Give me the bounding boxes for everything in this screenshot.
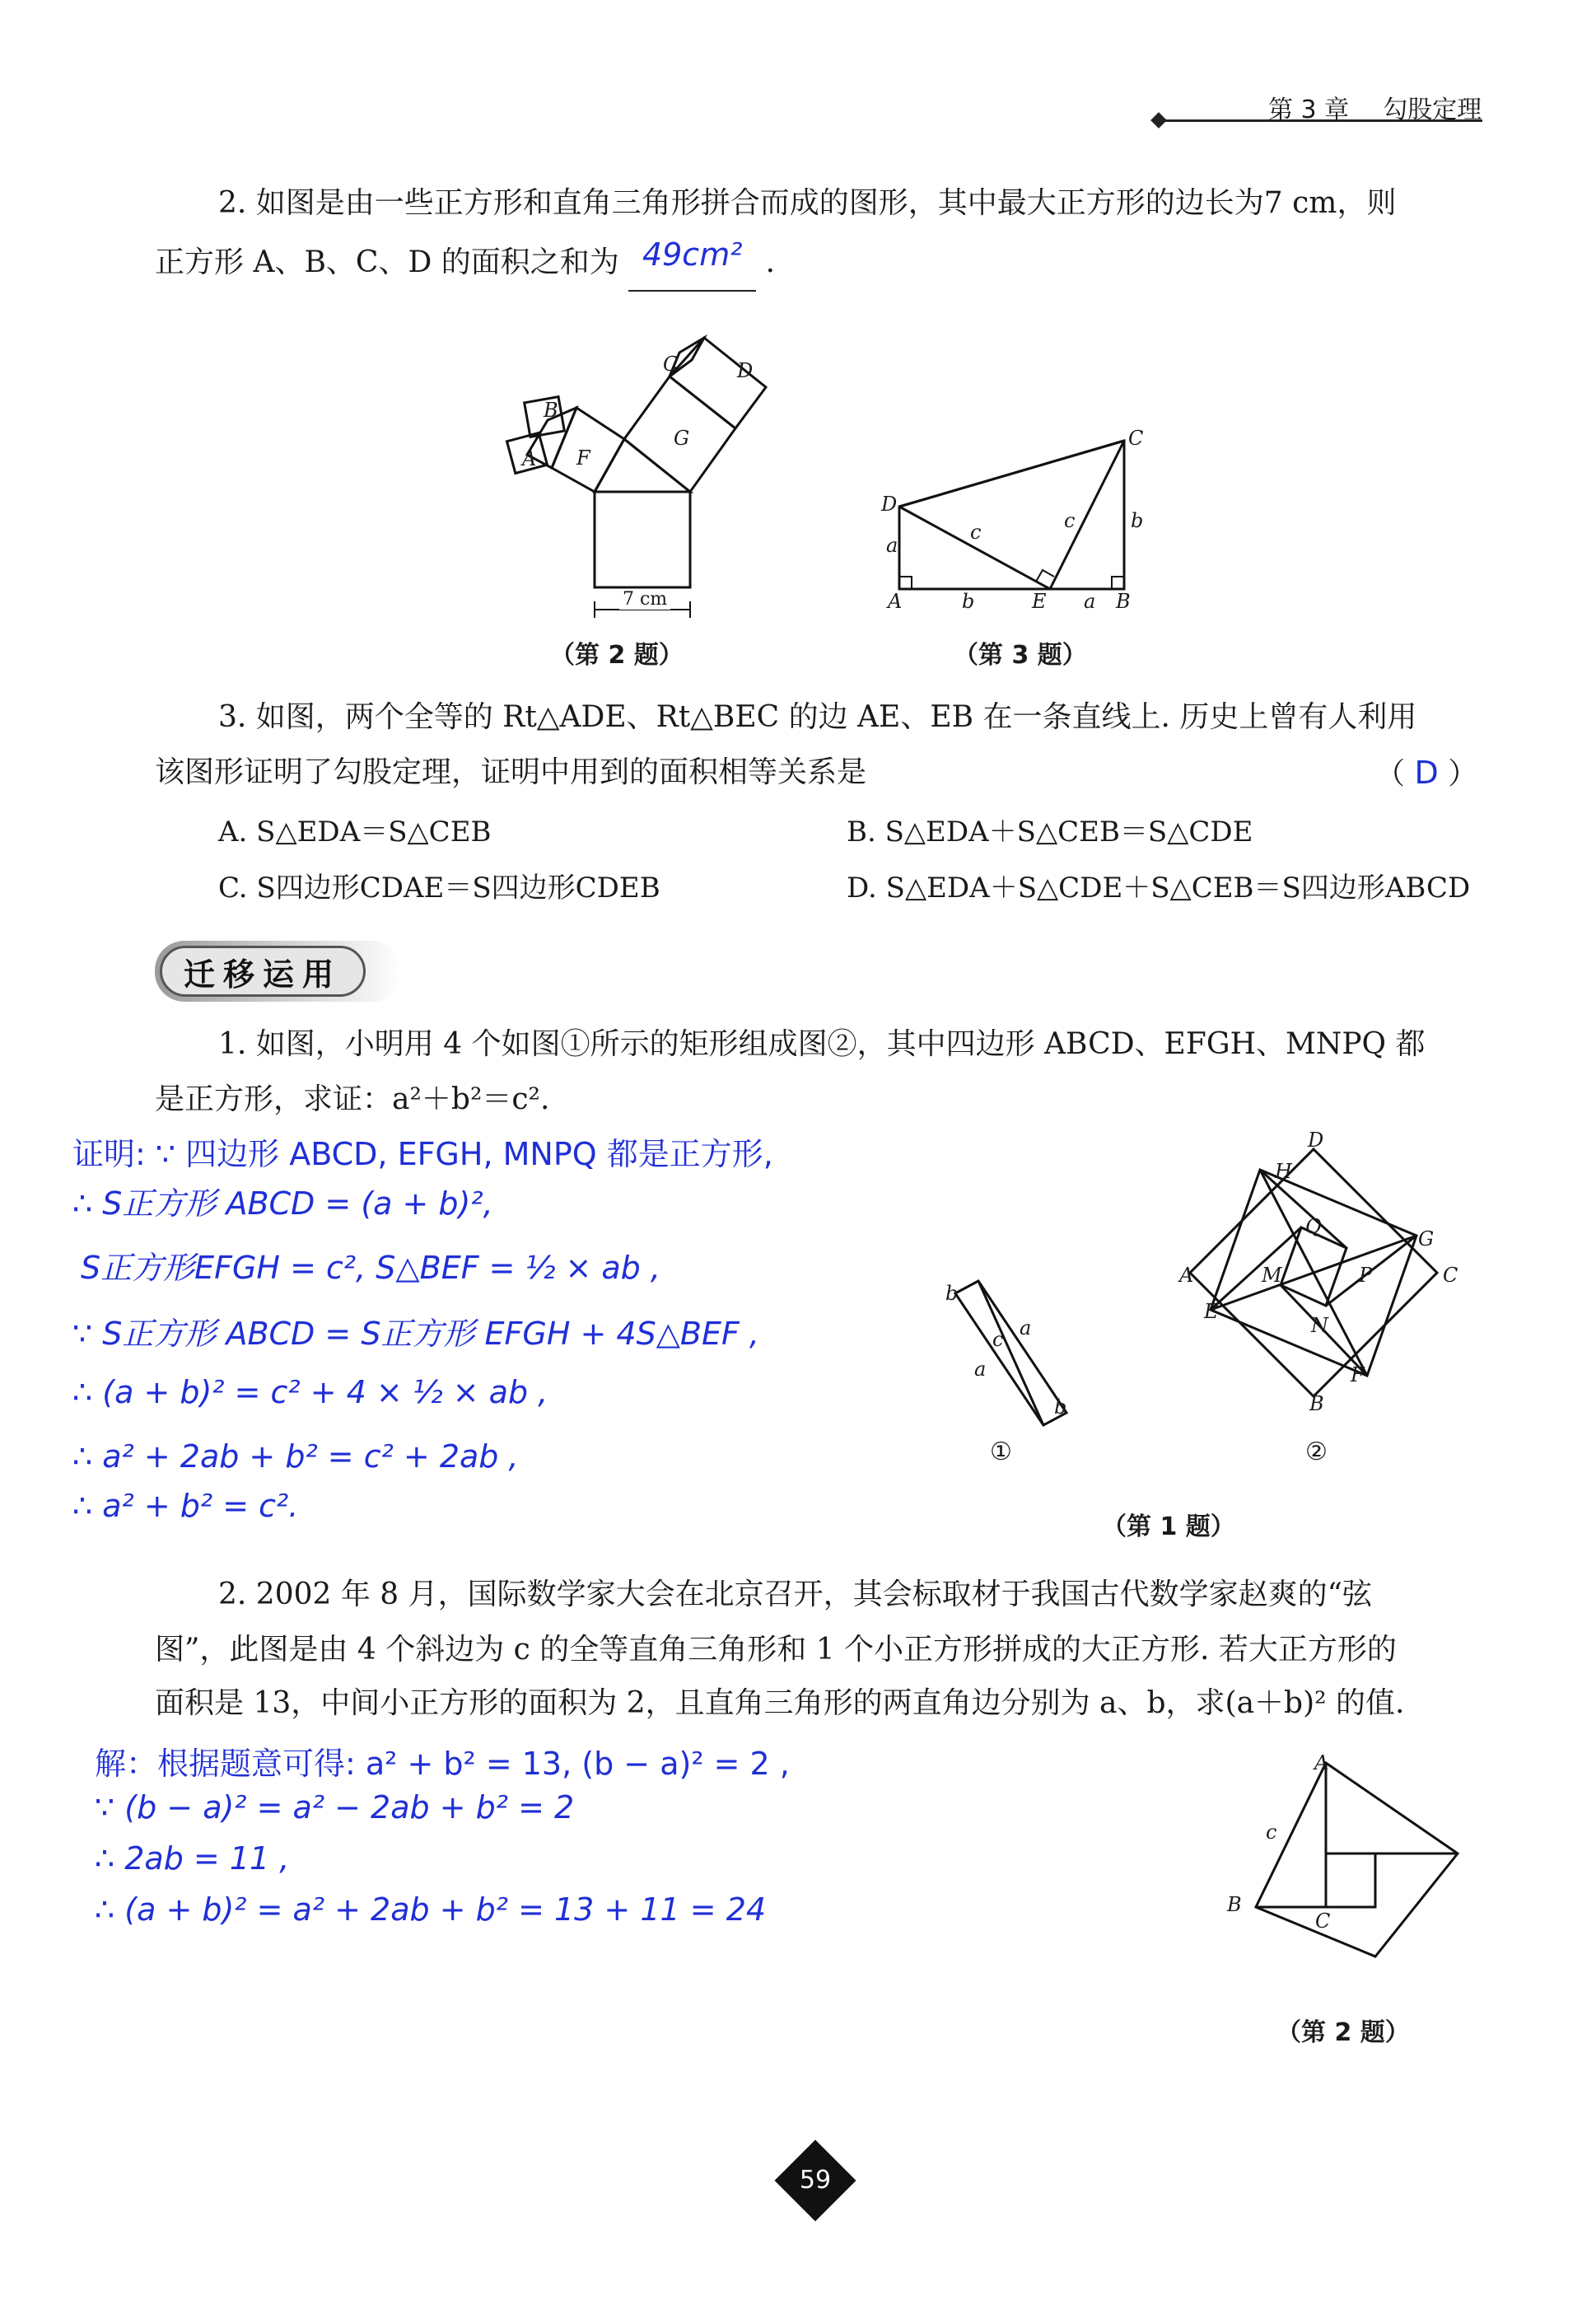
fig2-label-B: B — [1309, 1392, 1324, 1415]
fig2-label-Q: Q — [1305, 1215, 1322, 1238]
t2-fig-label-A: A — [1314, 1751, 1329, 1774]
q3-option-A: A. S△EDA＝S△CEB — [218, 816, 492, 848]
t2-solution-line4: ∴ (a + b)² = a² + 2ab + b² = 13 + 11 = 24 — [95, 1891, 767, 1928]
q3-answer-bracket — [1375, 746, 1477, 802]
fig2-label-M: M — [1262, 1264, 1282, 1287]
section-title: 迁移运用 — [160, 946, 366, 997]
t2-line1: 2. 2002 年 8 月，国际数学家大会在北京召开，其会标取材于我国古代数学家赵爽的“弦 — [218, 1578, 1373, 1611]
t1-proof-line5: ∴ (a + b)² = c² + 4 × ½ × ab , — [72, 1374, 548, 1410]
q3-bracket-right: ） — [1448, 757, 1478, 791]
q3-answer: D — [1414, 755, 1439, 791]
figure-q3-trapezoid — [889, 428, 1145, 601]
figure-t1-squares — [1178, 1137, 1449, 1409]
big-square — [1256, 1763, 1458, 1956]
fig2-number: ② — [1305, 1437, 1328, 1466]
chapter-number: 第 3 章 — [1268, 96, 1350, 124]
t1-caption: （第 1 题） — [1102, 1512, 1235, 1541]
t1-proof-line3: S正方形EFGH = c², S△BEF = ½ × ab , — [81, 1250, 660, 1286]
fig2-label-C: C — [1443, 1264, 1458, 1287]
q2-answer-blank — [628, 234, 756, 292]
t2-fig-label-B: B — [1227, 1893, 1242, 1916]
fig-q3-label-C: C — [1128, 427, 1144, 450]
t2-solution-line1: 解：根据题意可得: a² + b² = 13, (b − a)² = 2 , — [95, 1746, 790, 1782]
segment-DC — [899, 441, 1124, 507]
fig1-label-c: c — [992, 1328, 1004, 1351]
t1-line1: 1. 如图，小明用 4 个如图①所示的矩形组成图②，其中四边形 ABCD、EFGH、MNPQ 都 — [218, 1027, 1426, 1061]
fig-q3-label-a-left: a — [886, 534, 898, 557]
fig-q3-label-b-bottom: b — [962, 590, 975, 613]
fig2-label-H: H — [1275, 1160, 1292, 1183]
rectangle-diagonal — [978, 1281, 1043, 1425]
t2-line2: 图”，此图是由 4 个斜边为 c 的全等直角三角形和 1 个小正方形拼成的大正方形. 若大正方形的 — [155, 1633, 1397, 1667]
figure-q2-squares — [494, 330, 824, 626]
q2-line1: 2. 如图是由一些正方形和直角三角形拼合而成的图形，其中最大正方形的边长为7 cm，则 — [218, 186, 1397, 220]
fig1-label-a-left: a — [974, 1358, 987, 1381]
fig-q2-label-F: F — [576, 446, 590, 470]
fig-q3-label-B: B — [1116, 590, 1131, 613]
fig1-number: ① — [990, 1437, 1012, 1466]
t1-proof-line6: ∴ a² + 2ab + b² = c² + 2ab , — [72, 1438, 519, 1475]
t1-line2: 是正方形，求证：a²＋b²＝c². — [155, 1082, 550, 1116]
fig-q3-label-c-DE: c — [970, 521, 982, 544]
fig-q3-label-D: D — [881, 493, 898, 516]
fig-q3-label-A: A — [888, 590, 903, 613]
q3-option-B: B. S△EDA＋S△CEB＝S△CDE — [847, 816, 1253, 848]
segment-EC — [1050, 441, 1124, 589]
t1-proof-line2: ∴ S正方形 ABCD = (a + b)², — [72, 1185, 493, 1222]
fig1-label-b-bottom: b — [1054, 1395, 1067, 1419]
q2-line2-text: 正方形 A、B、C、D 的面积之和为 — [155, 245, 619, 279]
fig2-label-N: N — [1311, 1314, 1328, 1337]
fig-q2-label-D: D — [737, 359, 754, 382]
page-number: 59 — [799, 2166, 832, 2195]
q3-option-D: D. S△EDA＋S△CDE＋S△CEB＝S四边形ABCD — [847, 872, 1471, 905]
q2-answer: 49cm² — [642, 236, 743, 273]
small-square — [1326, 1854, 1375, 1907]
largest-square — [595, 492, 690, 587]
q2-period: . — [765, 245, 776, 279]
q3-option-C: C. S四边形CDAE＝S四边形CDEB — [218, 872, 660, 905]
t2-solution-line2: ∵ (b − a)² = a² − 2ab + b² = 2 — [95, 1789, 575, 1825]
fig-q2-label-B: B — [544, 399, 558, 422]
fig-q3-caption: （第 3 题） — [954, 641, 1087, 670]
fig-q2-label-A: A — [522, 447, 537, 470]
header-rule — [1161, 119, 1482, 122]
q3-line2: 该图形证明了勾股定理，证明中用到的面积相等关系是 — [155, 755, 867, 789]
q2-line2 — [155, 234, 775, 292]
fig-q2-label-G: G — [674, 427, 690, 450]
fig-q2-caption: （第 2 题） — [550, 641, 684, 670]
fig2-label-F: F — [1351, 1363, 1365, 1386]
t2-fig-label-c: c — [1266, 1821, 1277, 1844]
t2-line3: 面积是 13，中间小正方形的面积为 2，且直角三角形的两直角边分别为 a、b，求(a＋b)² 的值. — [155, 1686, 1405, 1720]
fig2-label-D: D — [1308, 1129, 1324, 1152]
fig-q3-label-a-bottom: a — [1084, 590, 1096, 613]
fig-q3-label-b-right: b — [1131, 509, 1144, 532]
q3-bracket-left: （ — [1375, 757, 1406, 791]
t2-caption: （第 2 题） — [1276, 2018, 1410, 2047]
figure-t2-xiantu — [1244, 1755, 1466, 1969]
chapter-title: 勾股定理 — [1383, 96, 1482, 124]
fig-q3-label-c-EC: c — [1064, 509, 1076, 532]
square-D — [670, 338, 766, 428]
fig2-label-A: A — [1179, 1264, 1194, 1287]
t1-proof-line4: ∵ S正方形 ABCD = S正方形 EFGH + 4S△BEF , — [72, 1316, 760, 1352]
fig1-label-b-top: b — [945, 1282, 959, 1305]
fig-q3-label-E: E — [1032, 590, 1047, 613]
segment-DE — [899, 507, 1050, 589]
q3-line1: 3. 如图，两个全等的 Rt△ADE、Rt△BEC 的边 AE、EB 在一条直线上. 历史上曾有人利用 — [218, 700, 1417, 734]
t1-proof-line1: 证明: ∵ 四边形 ABCD, EFGH, MNPQ 都是正方形, — [72, 1136, 773, 1172]
fig2-label-E: E — [1204, 1300, 1219, 1323]
fig-q2-label-C: C — [663, 353, 679, 376]
t1-proof-line7: ∴ a² + b² = c². — [72, 1488, 299, 1524]
header-diamond — [1150, 112, 1167, 129]
fig-q2-size-label: 7 cm — [619, 589, 670, 610]
fig2-label-G: G — [1418, 1227, 1435, 1250]
fig2-label-P: P — [1359, 1264, 1373, 1287]
t2-fig-label-C: C — [1315, 1910, 1331, 1933]
t2-solution-line3: ∴ 2ab = 11 , — [95, 1840, 290, 1877]
fig1-label-a-right: a — [1020, 1316, 1032, 1339]
section-badge — [155, 941, 402, 1002]
